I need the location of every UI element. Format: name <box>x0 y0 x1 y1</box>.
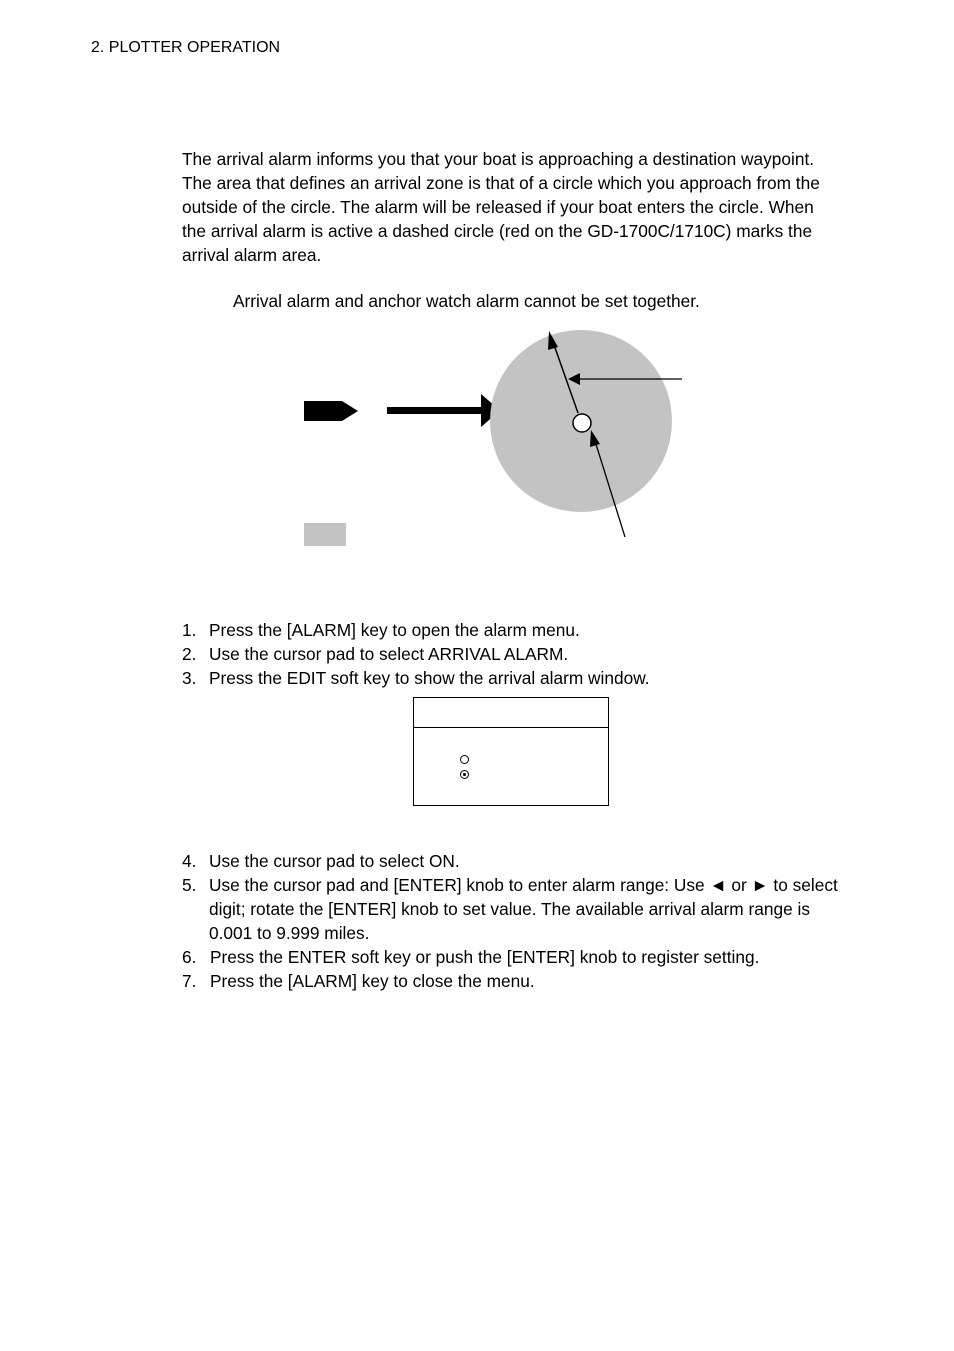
step-text: Press the ENTER soft key or push the [ENTER] knob to register setting. <box>210 947 760 967</box>
step-text: Use the cursor pad and [ENTER] knob to enter alarm range: Use ◄ or ► to select digit; rotate the [ENTER] knob to set value. The available arrival alarm range is 0.001 to 9.999 miles. <box>209 875 838 943</box>
list-item <box>182 873 842 945</box>
steps-list-part1 <box>182 618 842 690</box>
step-text: Use the cursor pad to select ON. <box>209 851 460 871</box>
list-item <box>182 618 842 642</box>
arrival-alarm-diagram <box>0 320 954 560</box>
list-item <box>182 642 842 666</box>
list-item <box>182 945 842 969</box>
step-text: Press the EDIT soft key to show the arrival alarm window. <box>209 668 650 688</box>
radio-on-icon[interactable] <box>460 770 469 779</box>
step-text: Press the [ALARM] key to open the alarm menu. <box>209 620 580 640</box>
step-number: 4. <box>182 851 197 871</box>
steps-list-part2 <box>182 849 842 993</box>
step-number: 2. <box>182 644 197 664</box>
step-text: Use the cursor pad to select ARRIVAL ALARM. <box>209 644 569 664</box>
legend-swatch <box>304 523 346 546</box>
list-item <box>182 849 842 873</box>
step-number: 7. <box>182 971 197 991</box>
list-item <box>182 666 842 690</box>
radio-selected-dot <box>463 773 466 776</box>
step-text: Press the [ALARM] key to close the menu. <box>210 971 535 991</box>
list-item <box>182 969 842 993</box>
boat-icon <box>304 401 358 421</box>
direction-arrow <box>387 394 500 427</box>
arrival-alarm-window <box>413 697 609 806</box>
step-number: 1. <box>182 620 197 640</box>
step-number: 5. <box>182 875 197 895</box>
window-title-bar <box>414 698 608 728</box>
step-number: 6. <box>182 947 197 967</box>
radio-off-icon[interactable] <box>460 755 469 764</box>
waypoint-marker <box>573 414 591 432</box>
step-number: 3. <box>182 668 197 688</box>
note-text: Arrival alarm and anchor watch alarm cannot be set together. <box>233 291 700 311</box>
section-header: 2. PLOTTER OPERATION <box>91 39 281 56</box>
intro-paragraph: The arrival alarm informs you that your boat is approaching a destination waypoint. The area that defines an arrival zone is that of a circle which you approach from the outside of the circle. The alarm will be released if your boat enters the circle. When the arrival alarm is active a dashed circle (red on the GD-1700C/1710C) marks the arrival alarm area. <box>182 149 820 265</box>
